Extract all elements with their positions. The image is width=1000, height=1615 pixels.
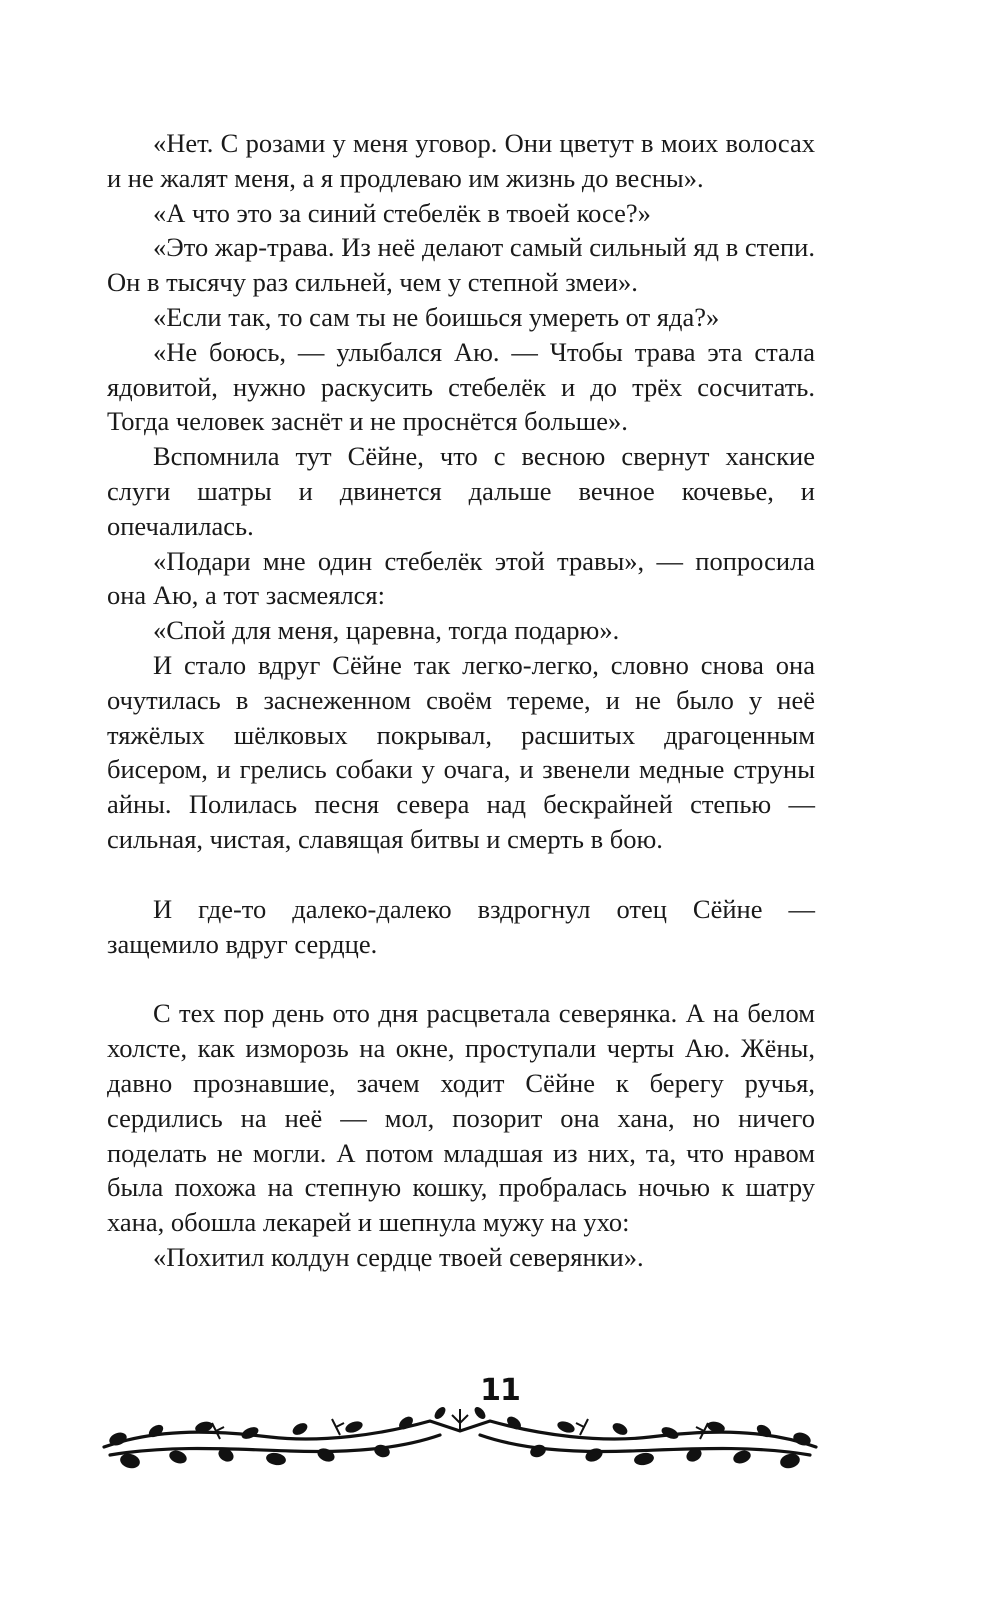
paragraph: «Спой для меня, царевна, тогда подарю». (153, 615, 620, 646)
paragraph: И где-то далеко-далеко вздрогнул отец Сёйне — защемило вдруг сердце. (107, 893, 815, 959)
paragraph: «Если так, то сам ты не боишься умереть от яда?» (153, 301, 720, 332)
paragraph: «Нет. С розами у меня уговор. Они цветут в моих волосах и не жалят меня, а я продлеваю им жизнь до весны». (107, 128, 815, 193)
paragraph: Вспомнила тут Сёйне, что с весною свернут ханские слуги шатры и двинется дальше вечное кочевье, и опечалилась. (107, 441, 815, 541)
paragraph: И стало вдруг Сёйне так легко-легко, словно снова она очутилась в заснеженном своём тереме, и не было у неё тяжёлых шёлковых покрывал, расшитых драгоценным бисером, и грелись собаки у очага, и звенели медные струны айны. Полилась песня севера над бескрайней степью — сильная, чистая, славящая битвы и смерть в бою. (107, 649, 815, 854)
page-text (107, 126, 815, 1275)
paragraph: «Это жар-трава. Из неё делают самый сильный яд в степи. Он в тысячу раз сильней, чем у степной змеи». (107, 232, 815, 298)
leafy-vine-border-icon (100, 1405, 820, 1479)
paragraph: «Подари мне один стебелёк этой травы», — попросила она Аю, а тот засмеялся: (107, 545, 815, 611)
paragraph: «Не боюсь, — улыбался Аю. — Чтобы трава эта стала ядовитой, нужно раскусить стебелёк и до трёх сосчитать. Тогда человек заснёт и не проснётся больше». (107, 336, 815, 437)
paragraph: С тех пор день ото дня расцветала северянка. А на белом холсте, как изморозь на окне, проступали черты Аю. Жёны, давно прознавшие, зачем ходит Сёйне к берегу ручья, сердились на неё — мол, позорит она хана, но ничего поделать не могли. А потом младшая из них, та, что нравом была похожа на степную кошку, пробралась ночью к шатру хана, обошла лекарей и шепнула мужу на ухо: (107, 998, 815, 1238)
paragraph: «Похитил колдун сердце твоей северянки». (153, 1241, 644, 1272)
paragraph: «А что это за синий стебелёк в твоей косе?» (153, 197, 651, 228)
page-number: 11 (480, 1373, 520, 1408)
